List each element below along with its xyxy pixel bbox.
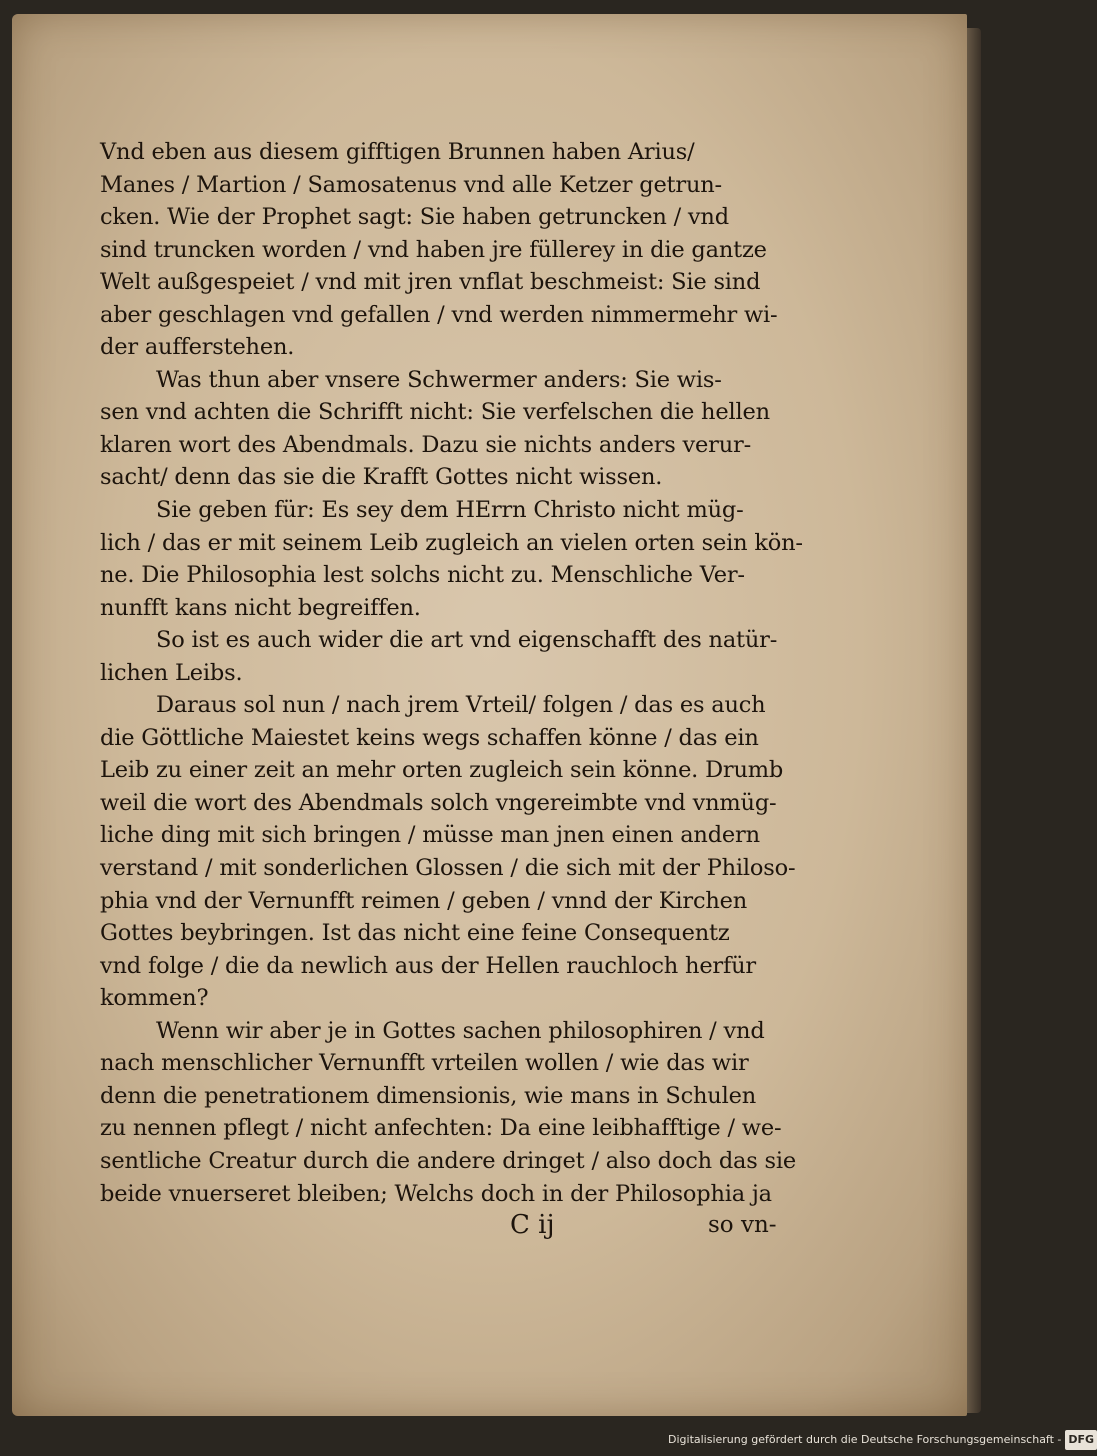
text-line: nach menschlicher Vernunfft vrteilen wollen / wie das wir	[100, 1050, 749, 1077]
text-line: klaren wort des Abendmals. Dazu sie nichts anders verur-	[100, 431, 751, 458]
text-line: Sie geben für: Es sey dem HErrn Christo nicht müg-	[156, 497, 744, 524]
text-line: Leib zu einer zeit an mehr orten zugleich sein könne. Drumb	[100, 757, 784, 784]
text-line: die Göttliche Maiestet keins wegs schaffen könne / das ein	[100, 724, 759, 751]
page-text	[100, 136, 803, 1210]
text-line: Was thun aber vnsere Schwermer anders: Sie wis-	[156, 366, 722, 393]
text-line: cken. Wie der Prophet sagt: Sie haben getruncken / vnd	[100, 204, 729, 231]
text-line: denn die penetrationem dimensionis, wie mans in Schulen	[100, 1082, 757, 1109]
text-line: Manes / Martion / Samosatenus vnd alle Ketzer getrun-	[100, 171, 722, 198]
text-line: Daraus sol nun / nach jrem Vrteil/ folgen / das es auch	[156, 692, 766, 719]
text-line: sacht/ denn das sie die Krafft Gottes nicht wissen.	[100, 464, 663, 491]
text-line: der aufferstehen.	[100, 334, 295, 361]
digitization-attribution	[668, 1430, 1095, 1450]
text-line: ne. Die Philosophia lest solchs nicht zu. Menschliche Ver-	[100, 562, 745, 589]
signature-mark: C ij	[510, 1210, 555, 1240]
text-line: beide vnuerseret bleiben; Welchs doch in der Philosophia ja	[100, 1180, 772, 1207]
text-line: sen vnd achten die Schrifft nicht: Sie verfelschen die hellen	[100, 399, 770, 426]
text-line: lichen Leibs.	[100, 659, 243, 686]
text-line: So ist es auch wider die art vnd eigenschafft des natür-	[156, 627, 778, 654]
text-line: lich / das er mit seinem Leib zugleich an vielen orten sein kön-	[100, 529, 803, 556]
attribution-text: Digitalisierung gefördert durch die Deutsche Forschungsgemeinschaft -	[668, 1433, 1062, 1446]
text-line: kommen?	[100, 985, 209, 1012]
text-line: liche ding mit sich bringen / müsse man jnen einen andern	[100, 822, 760, 849]
text-line: verstand / mit sonderlichen Glossen / die sich mit der Philoso-	[100, 855, 796, 882]
text-line: phia vnd der Vernunfft reimen / geben / vnnd der Kirchen	[100, 887, 748, 914]
book-page	[12, 14, 967, 1416]
text-line: nunfft kans nicht begreiffen.	[100, 594, 421, 621]
text-line: sind truncken worden / vnd haben jre füllerey in die gantze	[100, 236, 767, 263]
text-line: sentliche Creatur durch die andere dringet / also doch das sie	[100, 1147, 797, 1174]
text-line: Welt außgespeiet / vnd mit jren vnflat beschmeist: Sie sind	[100, 269, 761, 296]
dfg-logo: DFG	[1065, 1430, 1097, 1450]
text-line: vnd folge / die da newlich aus der Hellen rauchloch herfür	[100, 952, 756, 979]
text-line: Gottes beybringen. Ist das nicht eine feine Consequentz	[100, 920, 730, 947]
text-line: Vnd eben aus diesem gifftigen Brunnen haben Arius/	[100, 139, 695, 165]
text-line: zu nennen pflegt / nicht anfechten: Da eine leibhafftige / we-	[100, 1115, 782, 1142]
text-line: aber geschlagen vnd gefallen / vnd werden nimmermehr wi-	[100, 301, 778, 328]
catchword: so vn-	[708, 1212, 777, 1238]
text-line: weil die wort des Abendmals solch vngereimbte vnd vnmüg-	[100, 789, 777, 816]
text-line: Wenn wir aber je in Gottes sachen philosophiren / vnd	[156, 1017, 765, 1044]
